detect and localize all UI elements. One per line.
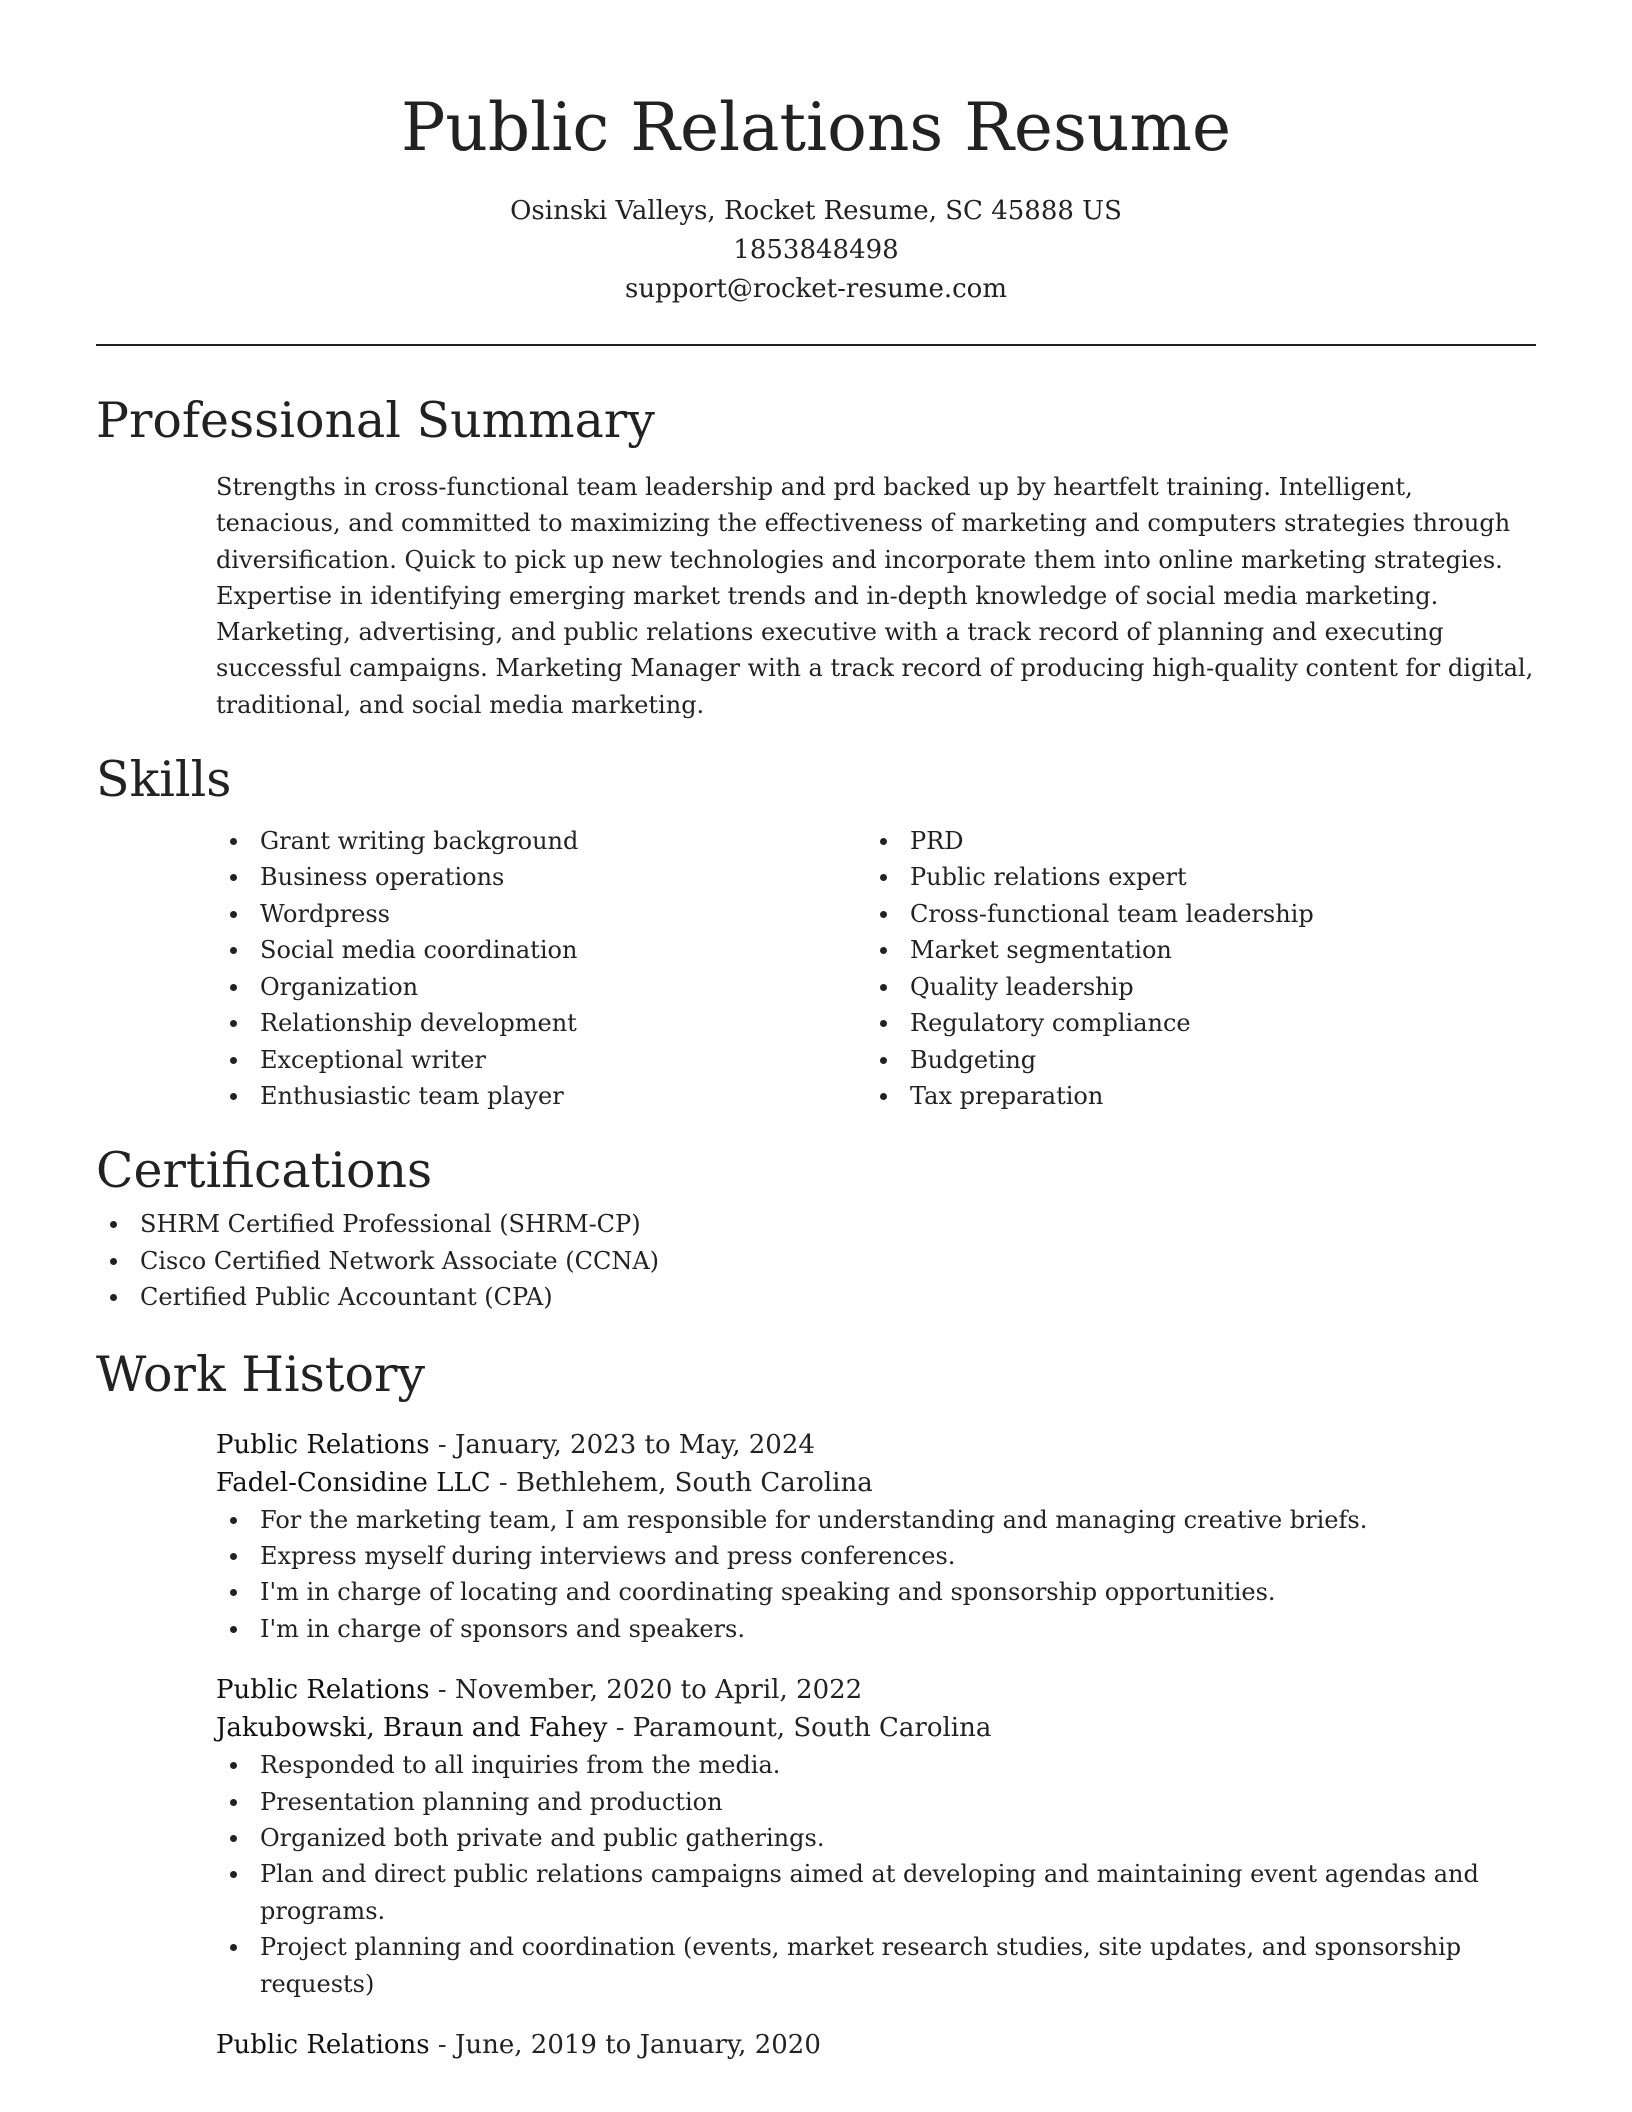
job-duty: Presentation planning and production <box>216 1784 1536 1820</box>
job-duties-list <box>216 1502 1536 1648</box>
job-title: Public Relations <box>216 1675 430 1706</box>
summary-text: Strengths in cross-functional team leadership and prd backed up by heartfelt training. Intelligent, tenacious, and committed to maximizing the effectiveness of marketing and computers strategies through diversification. Quick to pick up new technologies and incorporate them into online marketing strategies. Expertise in identifying emerging market trends and in-depth knowledge of social media marketing. Marketing, advertising, and public relations executive with a track record of planning and executing successful campaigns. Marketing Manager with a track record of producing high-quality content for digital, traditional, and social media marketing. <box>216 473 1534 719</box>
job-duty: Responded to all inquiries from the media. <box>216 1747 1536 1783</box>
contact-phone: 1853848498 <box>733 235 899 265</box>
skill-item: Grant writing background <box>216 823 866 859</box>
skills-left-column <box>216 823 866 1114</box>
certifications-list <box>96 1206 1536 1315</box>
contact-address: Osinski Valleys, Rocket Resume, SC 45888 US <box>510 196 1122 226</box>
certification-item: SHRM Certified Professional (SHRM-CP) <box>96 1206 1536 1242</box>
skill-item: Quality leadership <box>866 969 1516 1005</box>
job-duty: I'm in charge of sponsors and speakers. <box>216 1611 1536 1647</box>
skill-item: Business operations <box>216 859 866 895</box>
skill-item: Tax preparation <box>866 1078 1516 1114</box>
job-title: Public Relations <box>216 2030 430 2061</box>
job-separator: - <box>607 1713 633 1744</box>
skills-grid <box>216 823 1536 1114</box>
skill-item: Market segmentation <box>866 932 1516 968</box>
job-title: Public Relations <box>216 1429 430 1460</box>
skill-item: Relationship development <box>216 1005 866 1041</box>
job-separator: - <box>429 1675 455 1706</box>
work-history-heading: Work History <box>96 1345 426 1403</box>
skill-item: Organization <box>216 969 866 1005</box>
skill-item: Budgeting <box>866 1042 1516 1078</box>
skill-item: PRD <box>866 823 1516 859</box>
skill-item: Exceptional writer <box>216 1042 866 1078</box>
job-duty: For the marketing team, I am responsible for understanding and managing creative briefs. <box>216 1502 1536 1538</box>
job-entry <box>216 1671 1536 2002</box>
skill-item: Regulatory compliance <box>866 1005 1516 1041</box>
certification-item: Certified Public Accountant (CPA) <box>96 1279 1536 1315</box>
contact-email: support@rocket-resume.com <box>624 274 1007 304</box>
page-title: Public Relations Resume <box>400 89 1232 166</box>
job-location: Paramount, South Carolina <box>632 1713 992 1744</box>
certification-item: Cisco Certified Network Associate (CCNA) <box>96 1243 1536 1279</box>
job-location: Bethlehem, South Carolina <box>515 1467 873 1498</box>
job-title-line <box>216 2026 1536 2064</box>
skill-item: Social media coordination <box>216 932 866 968</box>
job-title-line <box>216 1671 1536 1709</box>
job-dates: November, 2020 to April, 2022 <box>454 1675 863 1706</box>
skills-right-column <box>866 823 1516 1114</box>
certifications-heading: Certifications <box>96 1142 433 1200</box>
job-company: Jakubowski, Braun and Fahey <box>216 1713 608 1744</box>
job-company-line <box>216 1464 1536 1502</box>
header-divider <box>96 344 1536 346</box>
contact-block <box>96 192 1536 309</box>
job-duty: Organized both private and public gatherings. <box>216 1820 1536 1856</box>
job-duty: I'm in charge of locating and coordinating speaking and sponsorship opportunities. <box>216 1574 1536 1610</box>
skills-heading: Skills <box>96 751 232 809</box>
job-duty: Express myself during interviews and press conferences. <box>216 1538 1536 1574</box>
job-entry <box>216 2026 1536 2064</box>
job-duties-list <box>216 1747 1536 2002</box>
job-title-line <box>216 1426 1536 1464</box>
skill-item: Public relations expert <box>866 859 1516 895</box>
job-separator: - <box>429 1429 455 1460</box>
summary-heading: Professional Summary <box>96 392 655 449</box>
job-dates: January, 2023 to May, 2024 <box>454 1429 815 1460</box>
job-separator: - <box>429 2030 455 2061</box>
job-company-line <box>216 1709 1536 1747</box>
skill-item: Enthusiastic team player <box>216 1078 866 1114</box>
job-separator: - <box>490 1467 516 1498</box>
job-company: Fadel-Considine LLC <box>216 1467 491 1498</box>
job-entry <box>216 1426 1536 1648</box>
job-duty: Project planning and coordination (events, market research studies, site updates, and sponsorship requests) <box>216 1929 1536 2002</box>
skill-item: Wordpress <box>216 896 866 932</box>
job-dates: June, 2019 to January, 2020 <box>454 2030 821 2061</box>
resume-page <box>96 0 1536 2064</box>
job-duty: Plan and direct public relations campaigns aimed at developing and maintaining event agendas and programs. <box>216 1856 1536 1929</box>
skill-item: Cross-functional team leadership <box>866 896 1516 932</box>
